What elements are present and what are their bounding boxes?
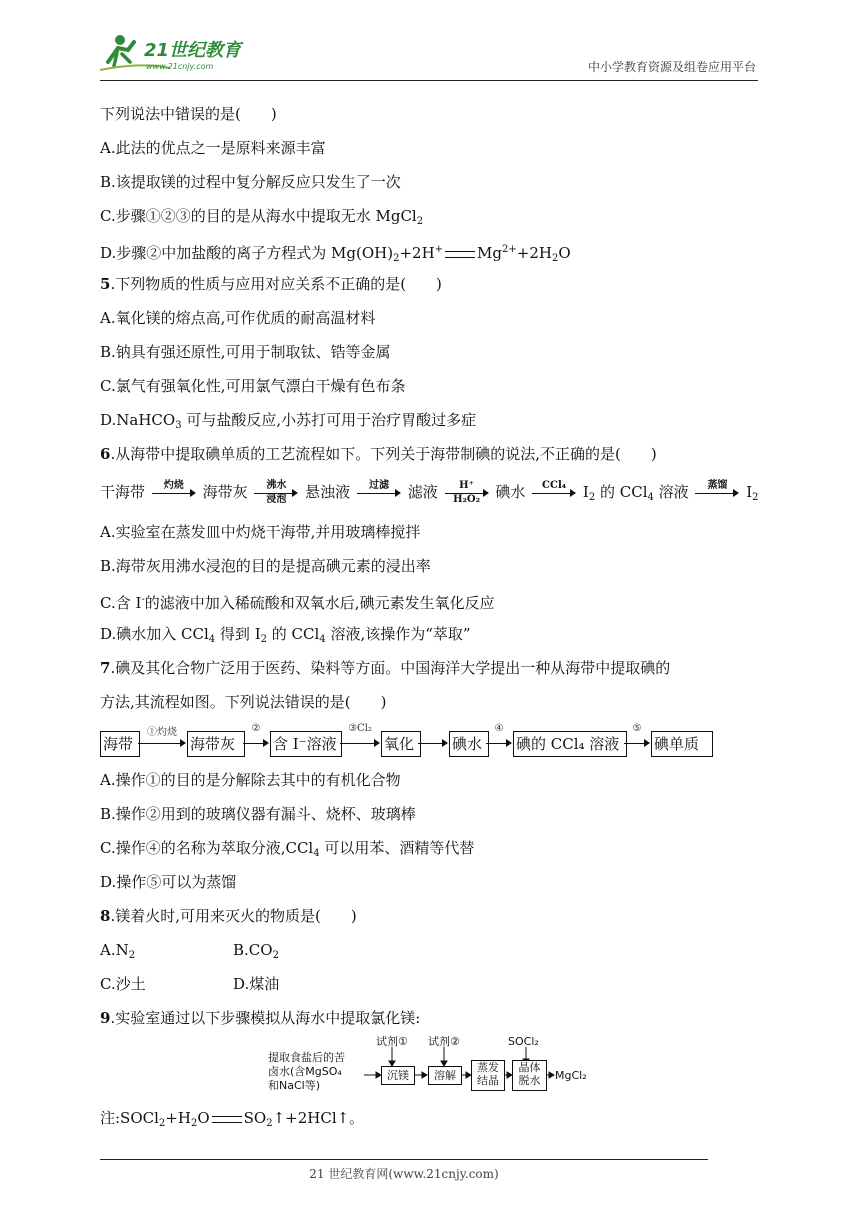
platform-name: 中小学教育资源及组卷应用平台 [587, 60, 756, 74]
q7-stem: 7.碘及其化合物广泛用于医药、染料等方面。中国海洋大学提出一种从海带中提取碘的 [100, 659, 671, 677]
q4-option-b: B.该提取镁的过程中复分解反应只发生了一次 [100, 173, 401, 191]
q4-option-c: C.步骤①②③的目的是从海水中提取无水 MgCl$_2$ [100, 207, 424, 227]
diagram-source-2: 卤水(含MgSO₄ [268, 1065, 342, 1078]
flow-box-ccl4-solution: 碘的 CCl₄ 溶液 [513, 731, 627, 757]
arrow-soak: 沸水 浸泡 [254, 482, 298, 504]
flow-box-iodide: 含 I⁻溶液 [270, 731, 342, 757]
diagram-box-precipitate: 沉镁 [381, 1066, 415, 1085]
diagram-source-3: 和NaCl等) [268, 1079, 320, 1092]
q7-option-a: A.操作①的目的是分解除去其中的有机化合物 [100, 771, 401, 789]
diagram-box-dissolve: 溶解 [428, 1066, 462, 1085]
equals-sign [212, 1116, 242, 1123]
q9-stem: 9.实验室通过以下步骤模拟从海水中提取氯化镁: [100, 1009, 421, 1027]
flow-arrow-1: ①灼烧 [138, 731, 186, 755]
page-header [100, 32, 758, 81]
diagram-box-dehydrate: 晶体 脱水 [512, 1060, 547, 1091]
q6-option-d: D.碘水加入 CCl$_4$ 得到 $I_2$ 的 CCl$_4$ 溶液,该操作为“萃取” [100, 625, 471, 645]
flow-arrow-3: ③Cl₂ [340, 731, 380, 755]
q4-option-d: D.步骤②中加盐酸的离子方程式为 $Mg(OH)_2+2H^+$ $Mg^{2+}+2H_2O$ [100, 244, 571, 264]
flow-arrow-4: ④ [486, 731, 512, 755]
q7-option-c: C.操作④的名称为萃取分液,CCl$_4$ 可以用苯、酒精等代替 [100, 839, 475, 859]
q5-option-d: D.NaHCO$_3$ 可与盐酸反应,小苏打可用于治疗胃酸过多症 [100, 411, 477, 431]
diagram-reagent-3: SOCl₂ [508, 1035, 539, 1048]
arrow-distill: 蒸馏 [695, 482, 739, 504]
q5-option-b: B.钠具有强还原性,可用于制取钛、锆等金属 [100, 343, 391, 361]
diagram-product: MgCl₂ [555, 1069, 587, 1082]
logo-21cnjy [100, 32, 260, 74]
q6-stem: 6.从海带中提取碘单质的工艺流程如下。下列关于海带制碘的说法,不正确的是( ) [100, 445, 657, 463]
arrow-burn: 灼烧 [152, 482, 196, 504]
flow-box-ash: 海带灰 [187, 731, 245, 757]
q4-stem: 下列说法中错误的是( ) [100, 105, 277, 123]
q5-option-a: A.氧化镁的熔点高,可作优质的耐高温材料 [100, 309, 376, 327]
q8-option-b: $B.CO_2$ [233, 941, 279, 961]
flow-arrow-5: ⑤ [624, 731, 650, 755]
arrow-filter: 过滤 [357, 482, 401, 504]
q4-option-a: A.此法的优点之一是原料来源丰富 [100, 139, 326, 157]
q6-option-c: C.含 I-的滤液中加入稀硫酸和双氧水后,碘元素发生氧化反应 [100, 594, 495, 612]
diagram-reagent-2: 试剂② [428, 1035, 460, 1048]
footer-text: 21 世纪教育网(www.21cnjy.com) [309, 1167, 499, 1181]
arrow-oxidize: $\frac{H^+}{\text{H₂O₂}}$ [445, 482, 489, 504]
arrow-extract: CCl₄ [532, 482, 576, 504]
q6-option-a: A.实验室在蒸发皿中灼烧干海带,并用玻璃棒搅拌 [100, 523, 421, 541]
diagram-reagent-1: 试剂① [376, 1035, 408, 1048]
q8-option-d: D.煤油 [233, 975, 280, 993]
q5-stem: 5.下列物质的性质与应用对应关系不正确的是( ) [100, 275, 442, 293]
svg-text:www.21cnjy.com: www.21cnjy.com [146, 62, 214, 71]
q7-stem-cont: 方法,其流程如图。下列说法错误的是( ) [100, 693, 387, 711]
flow-box-iodine: 碘单质 [651, 731, 713, 757]
flow-box-oxidize: 氧化 [381, 731, 421, 757]
flow-box-iodine-water: 碘水 [449, 731, 489, 757]
diagram-source-1: 提取食盐后的苦 [268, 1051, 345, 1064]
q6-flow: 干海带 灼烧 海带灰 沸水 浸泡 悬浊液 过滤 滤液 $\frac{H^+}{\text{H₂O₂}}$ 碘水 CCl₄ $I_2$ 的 CCl$_4$ 溶液 蒸馏 $I_2$ [100, 480, 759, 505]
q8-option-c: C.沙土 [100, 975, 146, 993]
q8-stem: 8.镁着火时,可用来灭火的物质是( ) [100, 907, 357, 925]
flow-arrow-2: ② [243, 731, 269, 755]
q7-option-b: B.操作②用到的玻璃仪器有漏斗、烧杯、玻璃棒 [100, 805, 416, 823]
q7-flowchart [100, 723, 720, 757]
q7-option-d: D.操作⑤可以为蒸馏 [100, 873, 237, 891]
equals-sign [445, 251, 475, 258]
q9-note: 注$:SOCl_2+H_2O$ $SO_2↑+2HCl↑$。 [100, 1109, 365, 1129]
q8-option-a: $A.N_2$ [100, 941, 136, 961]
flow-box-seaweed: 海带 [100, 731, 140, 757]
q9-diagram [268, 1035, 598, 1099]
svg-text:21世纪教育: 21世纪教育 [144, 40, 242, 61]
q6-option-b: B.海带灰用沸水浸泡的目的是提高碘元素的浸出率 [100, 557, 431, 575]
diagram-box-evaporate: 蒸发 结晶 [471, 1060, 505, 1091]
footer-divider [100, 1159, 708, 1160]
q5-option-c: C.氯气有强氧化性,可用氯气漂白干燥有色布条 [100, 377, 406, 395]
flow-arrow-plain [418, 731, 448, 755]
